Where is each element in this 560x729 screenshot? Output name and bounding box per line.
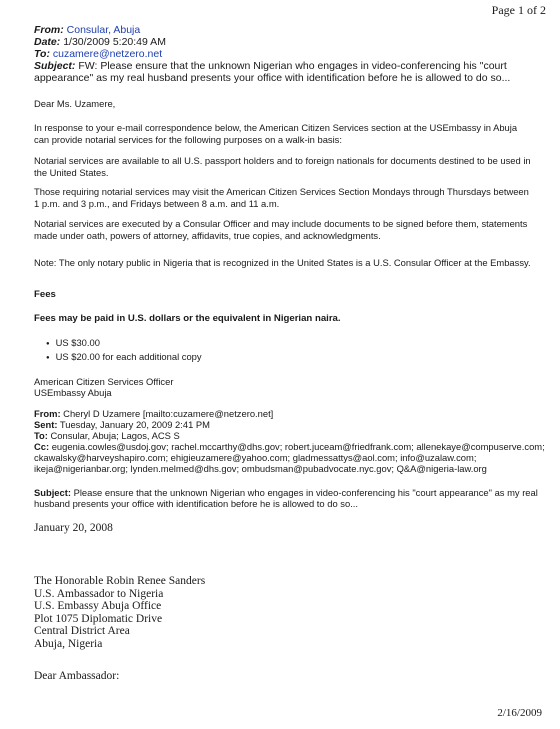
fwd-to-value: Consular, Abuja; Lagos, ACS S — [50, 430, 180, 441]
fwd-cc-line — [34, 441, 549, 474]
fwd-from-value: Cheryl D Uzamere [mailto:cuzamere@netzero.net] — [63, 408, 274, 419]
email-from-line — [34, 24, 140, 36]
from-value: Consular, Abuja — [66, 24, 141, 36]
fwd-sent-value: Tuesday, January 20, 2009 2:41 PM — [59, 419, 210, 430]
letter-salutation: Dear Ambassador: — [34, 670, 120, 682]
footer-date: 2/16/2009 — [497, 707, 542, 719]
paragraph-2: Notarial services are available to all U.S. passport holders and to foreign nationals for documents destined to be used in the United States. — [34, 155, 531, 178]
subject-label: Subject: — [34, 60, 76, 72]
fwd-subject-line — [34, 487, 549, 509]
address-line: The Honorable Robin Renee Sanders — [34, 575, 206, 587]
subject-value-1: FW: Please ensure that the unknown Nigerian who engages in video-conferencing his "court — [78, 60, 507, 72]
paragraph-4: Notarial services are executed by a Consular Officer and may include documents to be signed before them, statements made under oath, powers of attorney, affidavits, true copies, and acknowledgments. — [34, 218, 528, 241]
paragraph-3: Those requiring notarial services may visit the American Citizen Services Section Mondays through Thursdays between 1 p.m. and 3 p.m., and Fridays between 8 a.m. and 11 a.m. — [34, 186, 529, 209]
fwd-from-label: From: — [34, 408, 61, 419]
letter-address — [34, 575, 205, 650]
paragraph-5: Note: The only notary public in Nigeria that is recognized in the United States is a U.S. Consular Officer at the Embassy. — [34, 257, 531, 268]
fwd-from-line — [34, 408, 549, 419]
fwd-to-label: To: — [34, 430, 48, 441]
fees-item: ● US $20.00 for each additional copy — [46, 351, 202, 365]
letter-date: January 20, 2008 — [34, 522, 113, 534]
address-line: U.S. Ambassador to Nigeria — [34, 587, 164, 600]
email-to-line — [34, 48, 162, 60]
subject-value-2: appearance" as my real husband presents your office with identification before he is allowed to do so... — [34, 72, 511, 84]
to-value[interactable]: cuzamere@netzero.net — [52, 48, 163, 60]
fwd-subject-value: Please ensure that the unknown Nigerian who engages in video-conferencing his "court appearance" as my real husband presents your office with identification before he is allowed to do so... — [34, 487, 538, 509]
signature-line-1: American Citizen Services Officer — [34, 376, 174, 387]
fees-item: ● US $30.00 — [46, 337, 202, 351]
email-date-line — [34, 36, 166, 48]
fees-heading: Fees — [34, 289, 56, 300]
email-subject-line — [34, 60, 507, 72]
fees-list — [46, 337, 202, 365]
page-number: Page 1 of 2 — [491, 3, 546, 17]
address-line: Plot 1075 Diplomatic Drive — [34, 612, 163, 625]
address-line: Central District Area — [34, 625, 130, 637]
date-label: Date: — [34, 36, 61, 48]
fwd-cc-value: eugenia.cowles@usdoj.gov; rachel.mccarthy@dhs.gov; robert.juceam@friedfrank.com; allenekaye@compuserve.com; ckawalsky@harveyshapiro.com; ehigieuzamere@yahoo.com; gladmessattys@aol.com; info@uzalaw.com; ikeja@nigerianbar.org; lynden.melmed@dhs.gov; ombudsman@pubadvocate.nyc.gov; Q&A@nigeria-law.org — [34, 441, 545, 474]
fwd-cc-label: Cc: — [34, 441, 50, 452]
address-line: U.S. Embassy Abuja Office — [34, 600, 162, 612]
signature-line-2: USEmbassy Abuja — [34, 387, 112, 398]
from-label: From: — [34, 24, 64, 36]
paragraph-1: In response to your e-mail correspondence below, the American Citizen Services section at the USEmbassy in Abuja can provide notarial services for the following purposes on a walk-in basis: — [34, 122, 518, 145]
fwd-to-line — [34, 430, 549, 441]
fwd-sent-label: Sent: — [34, 419, 58, 430]
fwd-sent-line — [34, 419, 549, 430]
address-line: Abuja, Nigeria — [34, 637, 103, 650]
greeting: Dear Ms. Uzamere, — [34, 98, 116, 109]
to-label: To: — [34, 48, 50, 60]
date-value: 1/30/2009 5:20:49 AM — [63, 36, 166, 48]
fees-subheading: Fees may be paid in U.S. dollars or the equivalent in Nigerian naira. — [34, 313, 341, 324]
fwd-subject-label: Subject: — [34, 487, 71, 498]
